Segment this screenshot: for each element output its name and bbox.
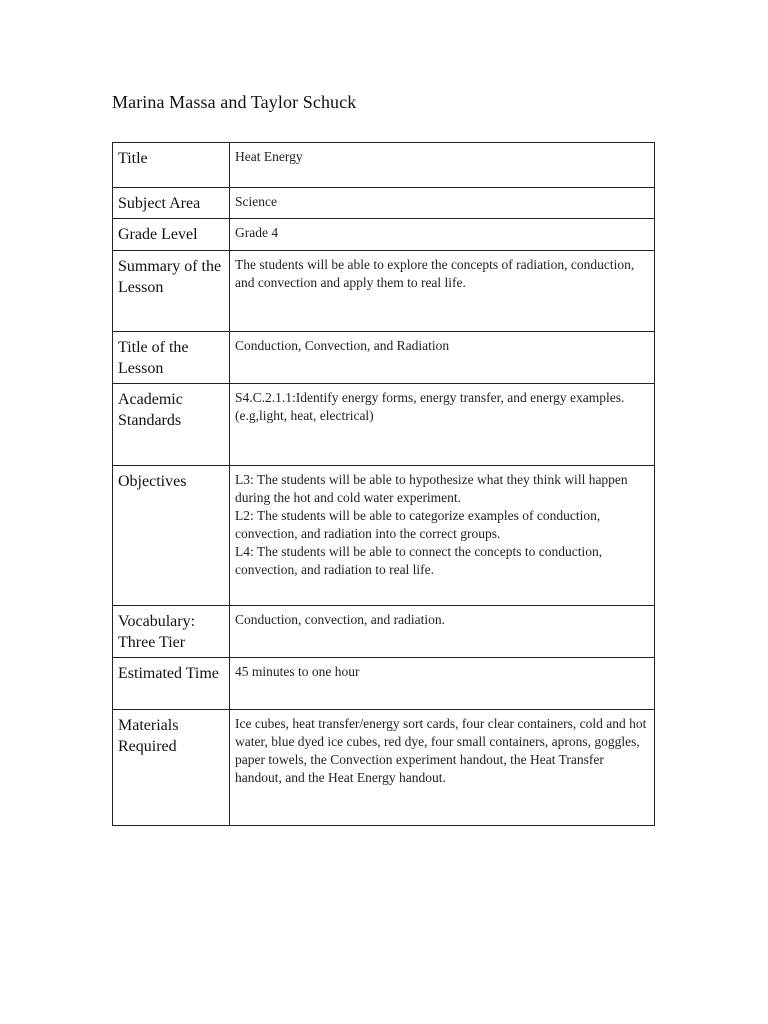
document-authors: Marina Massa and Taylor Schuck: [112, 92, 357, 112]
lesson-plan-table: [112, 142, 655, 826]
label-academic-standards: Academic Standards: [113, 384, 230, 466]
value-summary: The students will be able to explore the concepts of radiation, conduction, and convection and apply them to real life.: [230, 251, 655, 332]
value-vocabulary: Conduction, convection, and radiation.: [230, 606, 655, 658]
row-title: [113, 143, 655, 188]
value-estimated-time: 45 minutes to one hour: [230, 658, 655, 710]
row-objectives: [113, 466, 655, 606]
row-vocabulary: [113, 606, 655, 658]
label-objectives: Objectives: [113, 466, 230, 606]
row-summary: [113, 251, 655, 332]
label-vocabulary: Vocabulary: Three Tier: [113, 606, 230, 658]
label-estimated-time: Estimated Time: [113, 658, 230, 710]
value-academic-standards: S4.C.2.1.1:Identify energy forms, energy transfer, and energy examples. (e.g,light, heat, electrical): [230, 384, 655, 466]
label-grade-level: Grade Level: [113, 219, 230, 251]
value-materials: Ice cubes, heat transfer/energy sort cards, four clear containers, cold and hot water, blue dyed ice cubes, red dye, four small containers, aprons, goggles, paper towels, the Convection experiment handout, the Heat Transfer handout, and the Heat Energy handout.: [230, 710, 655, 826]
value-objectives: [230, 466, 655, 606]
objective-l2: L2: The students will be able to categorize examples of conduction, convection, and radiation into the correct groups.: [235, 508, 601, 541]
value-subject-area: Science: [230, 188, 655, 219]
row-subject-area: [113, 188, 655, 219]
row-lesson-title: [113, 332, 655, 384]
objective-l4: L4: The students will be able to connect the concepts to conduction, convection, and radiation to real life.: [235, 544, 603, 577]
label-subject-area: Subject Area: [113, 188, 230, 219]
value-grade-level: Grade 4: [230, 219, 655, 251]
row-materials: [113, 710, 655, 826]
row-grade-level: [113, 219, 655, 251]
objective-l3: L3: The students will be able to hypothesize what they think will happen during the hot and cold water experiment.: [235, 472, 628, 505]
label-title: Title: [113, 143, 230, 188]
value-title: Heat Energy: [230, 143, 655, 188]
label-summary: Summary of the Lesson: [113, 251, 230, 332]
row-academic-standards: [113, 384, 655, 466]
row-estimated-time: [113, 658, 655, 710]
label-materials: Materials Required: [113, 710, 230, 826]
label-lesson-title: Title of the Lesson: [113, 332, 230, 384]
value-lesson-title: Conduction, Convection, and Radiation: [230, 332, 655, 384]
